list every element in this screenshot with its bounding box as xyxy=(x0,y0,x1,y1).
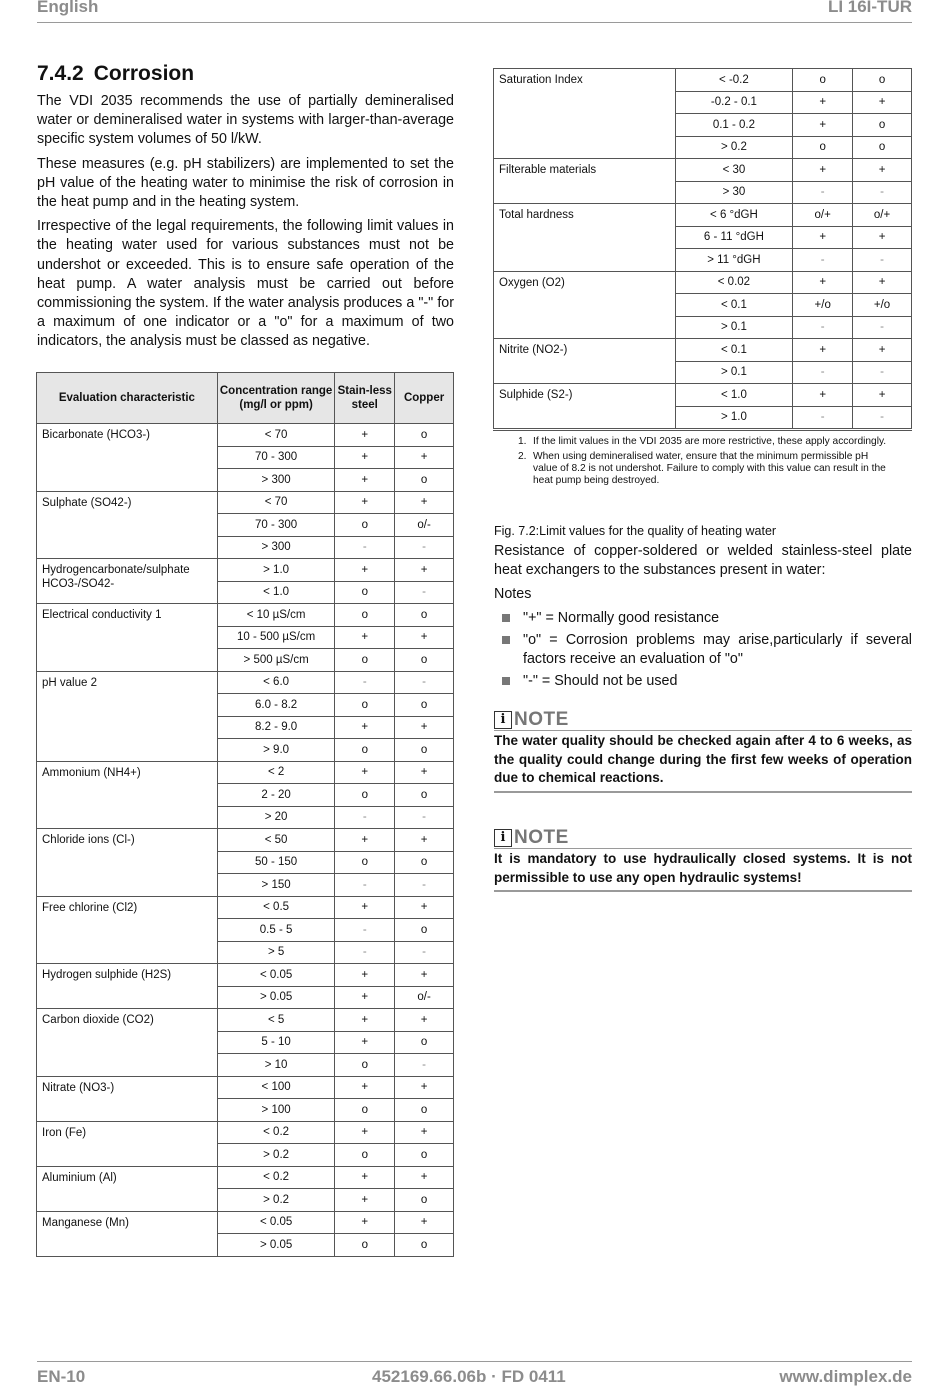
resistance-text: Resistance of copper-soldered or welded stainless-steel plate heat exchangers to the substances present in water: xyxy=(494,543,912,578)
range-cell: < 70 xyxy=(217,491,335,514)
copper-cell: o xyxy=(395,784,454,807)
range-cell: > 0.2 xyxy=(217,1144,335,1167)
table-row xyxy=(37,1211,454,1234)
stainless-cell: - xyxy=(335,671,395,694)
copper-cell: + xyxy=(853,339,912,362)
copper-cell: o/+ xyxy=(853,204,912,227)
bullet-square-icon xyxy=(502,636,510,644)
note-header xyxy=(494,710,912,731)
range-cell: < 0.02 xyxy=(675,271,793,294)
stainless-cell: + xyxy=(335,896,395,919)
range-cell: > 5 xyxy=(217,941,335,964)
characteristic-cell: Oxygen (O2) xyxy=(494,271,676,339)
range-cell: < 1.0 xyxy=(217,581,335,604)
characteristic-cell: Free chlorine (Cl2) xyxy=(37,896,218,964)
characteristic-cell: Iron (Fe) xyxy=(37,1121,218,1166)
characteristic-cell: Chloride ions (Cl-) xyxy=(37,829,218,897)
figure-caption: Fig. 7.2:Limit values for the quality of heating water xyxy=(494,524,777,538)
stainless-cell: o xyxy=(335,784,395,807)
range-cell: < 70 xyxy=(217,424,335,447)
characteristic-cell: Manganese (Mn) xyxy=(37,1211,218,1256)
note-header xyxy=(494,828,912,849)
website: www.dimplex.de xyxy=(779,1367,912,1386)
stainless-cell: + xyxy=(793,384,853,407)
table-row xyxy=(37,671,454,694)
range-cell: < 0.05 xyxy=(217,1211,335,1234)
range-cell: > 500 µS/cm xyxy=(217,649,335,672)
range-cell: > 1.0 xyxy=(217,559,335,582)
stainless-cell: + xyxy=(335,964,395,987)
range-cell: < 5 xyxy=(217,1009,335,1032)
copper-cell: - xyxy=(395,1054,454,1077)
header-model: LI 16I-TUR xyxy=(827,0,912,16)
copper-cell: + xyxy=(395,964,454,987)
copper-cell: + xyxy=(853,226,912,249)
copper-cell: + xyxy=(395,896,454,919)
page-number: EN-10 xyxy=(37,1367,86,1386)
stainless-cell: - xyxy=(793,181,853,204)
stainless-cell: + xyxy=(335,469,395,492)
range-cell: < 10 µS/cm xyxy=(217,604,335,627)
page-header xyxy=(37,0,912,23)
stainless-cell: o xyxy=(793,136,853,159)
stainless-cell: o xyxy=(335,649,395,672)
range-cell: 70 - 300 xyxy=(217,446,335,469)
left-column xyxy=(37,62,454,357)
stainless-cell: o xyxy=(335,851,395,874)
copper-cell: + xyxy=(853,271,912,294)
copper-cell: o/- xyxy=(395,514,454,537)
copper-cell: + xyxy=(395,1076,454,1099)
stainless-cell: o xyxy=(335,694,395,717)
stainless-cell: o xyxy=(335,1144,395,1167)
characteristic-cell: Saturation Index xyxy=(494,69,676,159)
characteristic-cell: Filterable materials xyxy=(494,159,676,204)
table-row xyxy=(37,829,454,852)
limit-values-table-left xyxy=(36,372,454,1257)
stainless-cell: - xyxy=(335,919,395,942)
limit-values-table-right xyxy=(493,68,912,429)
section-title-text: Corrosion xyxy=(93,62,195,85)
range-cell: > 0.2 xyxy=(217,1189,335,1212)
copper-cell: - xyxy=(395,806,454,829)
range-cell: 0.5 - 5 xyxy=(217,919,335,942)
stainless-cell: - xyxy=(793,406,853,429)
copper-cell: + xyxy=(395,1121,454,1144)
characteristic-cell: Bicarbonate (HCO3-) xyxy=(37,424,218,492)
note-title: NOTE xyxy=(514,827,569,848)
range-cell: > 0.05 xyxy=(217,986,335,1009)
range-cell: 6.0 - 8.2 xyxy=(217,694,335,717)
footnotes xyxy=(518,436,890,490)
info-icon: i xyxy=(494,711,512,729)
stainless-cell: o/+ xyxy=(793,204,853,227)
copper-cell: + xyxy=(395,626,454,649)
range-cell: > 0.2 xyxy=(675,136,793,159)
header-stainless: Stain-less steel xyxy=(335,373,395,424)
range-cell: > 9.0 xyxy=(217,739,335,762)
stainless-cell: + xyxy=(335,424,395,447)
copper-cell: o xyxy=(395,739,454,762)
range-cell: < 0.05 xyxy=(217,964,335,987)
section-number: 7.4.2 xyxy=(37,62,84,85)
table-row xyxy=(494,384,912,407)
range-cell: < 6 °dGH xyxy=(675,204,793,227)
characteristic-cell: Nitrite (NO2-) xyxy=(494,339,676,384)
range-cell: < 0.5 xyxy=(217,896,335,919)
copper-cell: + xyxy=(395,446,454,469)
section-title xyxy=(37,62,454,86)
characteristic-cell: Nitrate (NO3-) xyxy=(37,1076,218,1121)
copper-cell: o xyxy=(853,136,912,159)
range-cell: 5 - 10 xyxy=(217,1031,335,1054)
stainless-cell: - xyxy=(335,941,395,964)
copper-cell: + xyxy=(853,159,912,182)
note-title: NOTE xyxy=(514,709,569,730)
characteristic-cell: Sulphide (S2-) xyxy=(494,384,676,429)
range-cell: > 150 xyxy=(217,874,335,897)
stainless-cell: - xyxy=(335,536,395,559)
copper-cell: o xyxy=(395,1099,454,1122)
table-row xyxy=(37,491,454,514)
stainless-cell: + xyxy=(793,339,853,362)
table-row xyxy=(37,1009,454,1032)
range-cell: < 100 xyxy=(217,1076,335,1099)
copper-cell: + xyxy=(395,716,454,739)
footnote-item: 2. When using demineralised water, ensure that the minimum permissible pH value of 8.2 is not undershot. Failure to comply with this value can result in the heat pump being destroyed. xyxy=(518,451,886,486)
copper-cell: + xyxy=(853,91,912,114)
stainless-cell: o xyxy=(335,739,395,762)
range-cell: 6 - 11 °dGH xyxy=(675,226,793,249)
stainless-cell: - xyxy=(793,249,853,272)
stainless-cell: + xyxy=(335,1031,395,1054)
table-row xyxy=(37,604,454,627)
footnote-divider xyxy=(493,430,912,431)
copper-cell: o xyxy=(853,114,912,137)
bullet-square-icon xyxy=(502,614,510,622)
copper-cell: - xyxy=(853,249,912,272)
copper-cell: + xyxy=(395,491,454,514)
range-cell: < 2 xyxy=(217,761,335,784)
paragraph: These measures (e.g. pH stabilizers) are implemented to set the pH value of the heating water to minimise the risk of corrosion in the heat pump and in the heating system. xyxy=(37,155,454,211)
table-row xyxy=(494,339,912,362)
paragraph: The VDI 2035 recommends the use of partially demineralised water or demineralised water in systems with larger-than-average specific system volumes of 50 l/kW. xyxy=(37,93,454,148)
range-cell: 50 - 150 xyxy=(217,851,335,874)
note-text: The water quality should be checked again after 4 to 6 weeks, as the quality could change during the first few weeks of operation due to chemical reactions. xyxy=(494,733,912,785)
range-cell: 10 - 500 µS/cm xyxy=(217,626,335,649)
stainless-cell: + xyxy=(335,1211,395,1234)
table-row xyxy=(494,271,912,294)
characteristic-cell: Electrical conductivity 1 xyxy=(37,604,218,672)
stainless-cell: + xyxy=(793,114,853,137)
copper-cell: o xyxy=(395,919,454,942)
range-cell: > 0.1 xyxy=(675,361,793,384)
stainless-cell: + xyxy=(335,1166,395,1189)
characteristic-cell: Sulphate (SO42-) xyxy=(37,491,218,559)
range-cell: < 0.2 xyxy=(217,1121,335,1144)
note-text: It is mandatory to use hydraulically closed systems. It is not permissible to use any open hydraulic systems! xyxy=(494,851,912,885)
copper-cell: + xyxy=(395,1211,454,1234)
stainless-cell: - xyxy=(335,806,395,829)
header-evaluation: Evaluation characteristic xyxy=(37,373,218,424)
stainless-cell: + xyxy=(793,159,853,182)
range-cell: < 6.0 xyxy=(217,671,335,694)
characteristic-cell: Ammonium (NH4+) xyxy=(37,761,218,829)
stainless-cell: o xyxy=(335,1054,395,1077)
range-cell: < 50 xyxy=(217,829,335,852)
bullet-square-icon xyxy=(502,677,510,685)
range-cell: > 100 xyxy=(217,1099,335,1122)
stainless-cell: + xyxy=(335,446,395,469)
range-cell: > 300 xyxy=(217,536,335,559)
range-cell: < 0.1 xyxy=(675,339,793,362)
stainless-cell: + xyxy=(335,626,395,649)
header-copper: Copper xyxy=(395,373,454,424)
range-cell: 70 - 300 xyxy=(217,514,335,537)
range-cell: > 0.05 xyxy=(217,1234,335,1257)
table-row xyxy=(494,204,912,227)
copper-cell: o xyxy=(395,424,454,447)
range-cell: > 1.0 xyxy=(675,406,793,429)
stainless-cell: - xyxy=(335,874,395,897)
range-cell: > 300 xyxy=(217,469,335,492)
table-row xyxy=(494,69,912,92)
range-cell: > 10 xyxy=(217,1054,335,1077)
copper-cell: - xyxy=(853,361,912,384)
range-cell: < 1.0 xyxy=(675,384,793,407)
copper-cell: o xyxy=(395,604,454,627)
stainless-cell: o xyxy=(335,1234,395,1257)
copper-cell: + xyxy=(395,559,454,582)
copper-cell: o xyxy=(395,1189,454,1212)
range-cell: -0.2 - 0.1 xyxy=(675,91,793,114)
characteristic-cell: Aluminium (Al) xyxy=(37,1166,218,1211)
copper-cell: - xyxy=(853,181,912,204)
characteristic-cell: Hydrogencarbonate/sulphate HCO3-/SO42- xyxy=(37,559,218,604)
right-column-text xyxy=(494,524,912,694)
copper-cell: o xyxy=(395,1144,454,1167)
range-cell: 8.2 - 9.0 xyxy=(217,716,335,739)
copper-cell: o xyxy=(395,694,454,717)
stainless-cell: + xyxy=(335,829,395,852)
stainless-cell: + xyxy=(793,91,853,114)
copper-cell: - xyxy=(853,316,912,339)
copper-cell: + xyxy=(395,829,454,852)
range-cell: < 0.2 xyxy=(217,1166,335,1189)
table-header-row xyxy=(37,373,454,424)
range-cell: < 30 xyxy=(675,159,793,182)
copper-cell: + xyxy=(395,1009,454,1032)
copper-cell: o xyxy=(395,649,454,672)
table-row xyxy=(37,559,454,582)
copper-cell: - xyxy=(395,671,454,694)
copper-cell: - xyxy=(853,406,912,429)
stainless-cell: + xyxy=(335,491,395,514)
copper-cell: + xyxy=(853,384,912,407)
table-row xyxy=(494,159,912,182)
copper-cell: o xyxy=(853,69,912,92)
list-item: "+" = Normally good resistance xyxy=(494,609,912,628)
copper-cell: o xyxy=(395,851,454,874)
stainless-cell: - xyxy=(793,361,853,384)
table-row xyxy=(37,896,454,919)
table-row xyxy=(37,1166,454,1189)
stainless-cell: + xyxy=(335,559,395,582)
page-footer xyxy=(37,1361,912,1388)
copper-cell: o/- xyxy=(395,986,454,1009)
copper-cell: o xyxy=(395,1031,454,1054)
note-box xyxy=(494,710,912,793)
range-cell: < -0.2 xyxy=(675,69,793,92)
table-row xyxy=(37,964,454,987)
list-item: "-" = Should not be used xyxy=(494,672,912,691)
document-number: 452169.66.06b · FD 0411 xyxy=(372,1367,566,1386)
note-box xyxy=(494,828,912,892)
table-row xyxy=(37,1076,454,1099)
stainless-cell: + xyxy=(793,226,853,249)
notes-list xyxy=(494,609,912,691)
stainless-cell: o xyxy=(335,581,395,604)
copper-cell: - xyxy=(395,941,454,964)
stainless-cell: - xyxy=(793,316,853,339)
copper-cell: - xyxy=(395,536,454,559)
stainless-cell: + xyxy=(335,1189,395,1212)
stainless-cell: o xyxy=(335,1099,395,1122)
range-cell: 2 - 20 xyxy=(217,784,335,807)
stainless-cell: + xyxy=(335,761,395,784)
notes-heading: Notes xyxy=(494,586,532,602)
range-cell: < 0.1 xyxy=(675,294,793,317)
copper-cell: - xyxy=(395,581,454,604)
copper-cell: + xyxy=(395,1166,454,1189)
copper-cell: + xyxy=(395,761,454,784)
stainless-cell: o xyxy=(335,604,395,627)
range-cell: 0.1 - 0.2 xyxy=(675,114,793,137)
table-row xyxy=(37,761,454,784)
characteristic-cell: Total hardness xyxy=(494,204,676,272)
stainless-cell: + xyxy=(335,716,395,739)
stainless-cell: o xyxy=(793,69,853,92)
stainless-cell: + xyxy=(335,1009,395,1032)
table-row xyxy=(37,1121,454,1144)
range-cell: > 30 xyxy=(675,181,793,204)
stainless-cell: + xyxy=(335,1076,395,1099)
stainless-cell: +/o xyxy=(793,294,853,317)
range-cell: > 11 °dGH xyxy=(675,249,793,272)
characteristic-cell: Carbon dioxide (CO2) xyxy=(37,1009,218,1077)
copper-cell: +/o xyxy=(853,294,912,317)
list-item: "o" = Corrosion problems may arise,particularly if several factors receive an evaluation of "o" xyxy=(494,631,912,669)
stainless-cell: o xyxy=(335,514,395,537)
stainless-cell: + xyxy=(335,1121,395,1144)
paragraph: Irrespective of the legal requirements, the following limit values in the heating water used for various substances must not be undershot or exceeded. This is to ensure safe operation of the heat pump. A water analysis must be carried out before commissioning the system. If the water analysis produces a "-" for a maximum of one indicator or a "o" for a maximum of two indicators, the analysis must be classed as negative. xyxy=(37,218,454,350)
copper-cell: o xyxy=(395,469,454,492)
info-icon: i xyxy=(494,829,512,847)
characteristic-cell: pH value 2 xyxy=(37,671,218,761)
stainless-cell: + xyxy=(793,271,853,294)
characteristic-cell: Hydrogen sulphide (H2S) xyxy=(37,964,218,1009)
table-row xyxy=(37,424,454,447)
copper-cell: - xyxy=(395,874,454,897)
header-concentration: Concentration range (mg/l or ppm) xyxy=(217,373,335,424)
copper-cell: o xyxy=(395,1234,454,1257)
header-language: English xyxy=(37,0,99,16)
footnote-item: 1. If the limit values in the VDI 2035 are more restrictive, these apply accordingly. xyxy=(518,436,887,447)
range-cell: > 0.1 xyxy=(675,316,793,339)
stainless-cell: + xyxy=(335,986,395,1009)
range-cell: > 20 xyxy=(217,806,335,829)
